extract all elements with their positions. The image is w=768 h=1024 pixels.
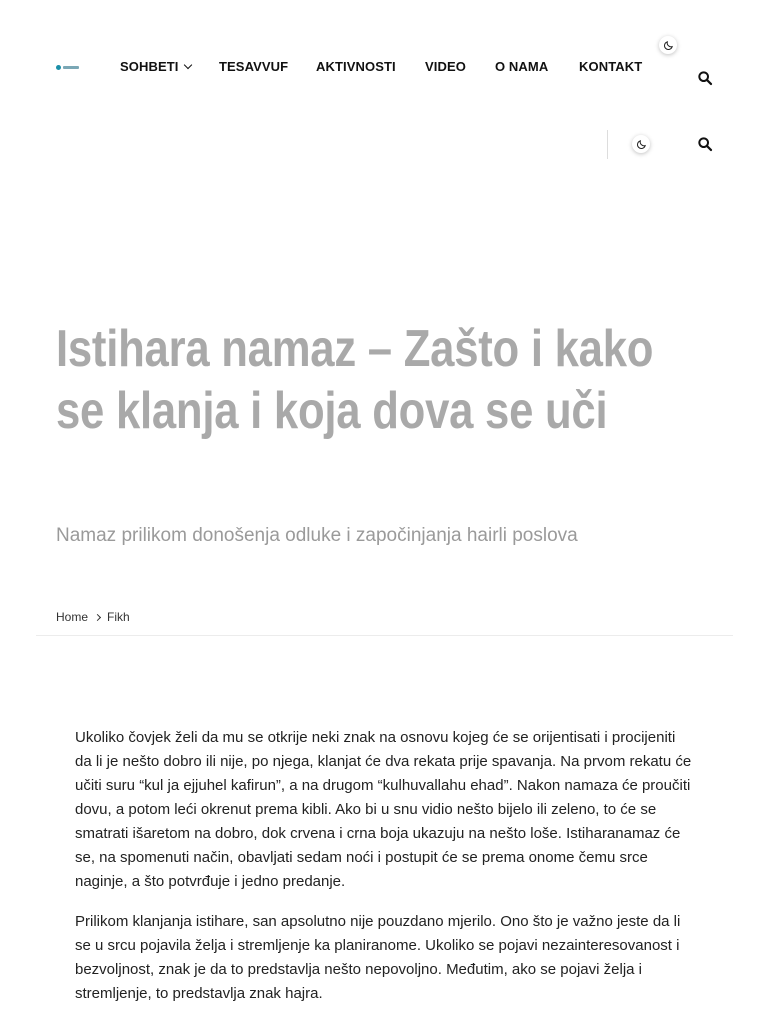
article-paragraph: Prilikom klanjanja istihare, san apsolutno nije pouzdano mjerilo. Ono što je važno jeste da li se u srcu pojavila želja i stremljenje ka planiranome. Ukoliko se pojavi nezainteresovanost i bezvoljnost, znak je da to predstavlja nešto nepovoljno. Međutim, ako se pojavi želja i stremljenje, to predstavlja znak hajra. bbox=[75, 913, 681, 1002]
chevron-right-icon bbox=[94, 613, 101, 620]
nav-item-aktivnosti[interactable]: AKTIVNOSTI bbox=[316, 59, 396, 74]
breadcrumb-home[interactable]: Home bbox=[56, 610, 89, 624]
moon-icon bbox=[636, 139, 647, 150]
nav-item-kontakt[interactable]: KONTAKT bbox=[579, 59, 643, 74]
article-paragraph: Ukoliko čovjek želi da mu se otkrije neki znak na osnovu kojeg će se orijentisati i procijeniti da li je nešto dobro ili nije, po njega, klanjat će dva rekata prije spavanja. Na prvom rekatu će učiti suru “kul ja ejjuhel kafirun”, a na drugom “kulhuvallahu ehad”. Nakon namaza će proučiti dovu, a potom leći okrenut prema kibli. Ako bi u snu vidio nešto bijelo ili zeleno, to će se smatrati išaretom na dobro, dok crvena i crna boja ukazuju na nešto loše. Istiharanamaz će se, na spomenuti način, obavljati sedam noći i postupit će se prema onome čemu srce naginje, a što potvrđuje i jedno predanje. bbox=[75, 729, 692, 890]
search-icon bbox=[697, 70, 713, 86]
article-body bbox=[75, 726, 695, 1022]
breadcrumb bbox=[56, 610, 130, 624]
nav-item-tesavvuf[interactable]: TESAVVUF bbox=[219, 59, 289, 74]
nav-item-video[interactable]: VIDEO bbox=[425, 59, 466, 74]
nav-item-sohbeti[interactable] bbox=[120, 59, 191, 74]
header-divider bbox=[607, 130, 608, 159]
chevron-down-icon bbox=[184, 61, 192, 69]
divider bbox=[36, 635, 733, 636]
site-logo[interactable] bbox=[56, 62, 80, 72]
logo-mark bbox=[56, 65, 61, 70]
breadcrumb-category[interactable]: Fikh bbox=[107, 610, 130, 624]
moon-icon bbox=[663, 40, 674, 51]
dark-mode-toggle[interactable] bbox=[659, 36, 677, 54]
article-subtitle: Namaz prilikom donošenja odluke i započinjanja hairli poslova bbox=[56, 525, 578, 546]
search-button[interactable] bbox=[697, 70, 713, 86]
search-icon bbox=[697, 136, 713, 152]
article-title: Istihara namaz – Zašto i kako se klanja i koja dova se uči bbox=[56, 320, 654, 440]
dark-mode-toggle-secondary[interactable] bbox=[632, 135, 650, 153]
nav-item-label: SOHBETI bbox=[120, 59, 179, 74]
search-button-secondary[interactable] bbox=[697, 136, 713, 152]
logo-text-mark bbox=[63, 66, 79, 69]
nav-item-o-nama[interactable]: O NAMA bbox=[495, 59, 549, 74]
